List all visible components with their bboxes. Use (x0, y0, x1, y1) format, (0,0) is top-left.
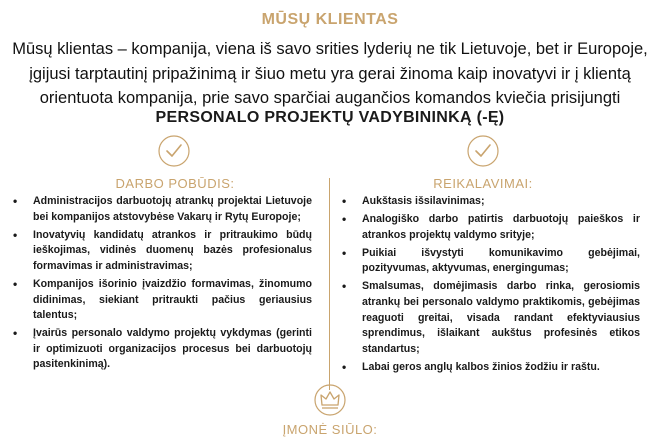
column-title-job-nature: DARBO POBŪDIS: (115, 176, 235, 191)
list-item: • Puikiai išvystyti komunikavimo gebėjimai, pozityvumas, aktyvumas, energingumas; (338, 246, 640, 277)
list-item: • Inovatyvių kandidatų atrankos ir pritraukimo būdų ieškojimas, vidinės duomenų bazės profesionalus formavimas ir administravimas; (9, 228, 312, 275)
intro-paragraph (0, 37, 660, 111)
position-title: PERSONALO PROJEKTŲ VADYBININKĄ (-Ę) (155, 109, 505, 126)
list-item: • Administracijos darbuotojų atrankų projektai Lietuvoje bei kompanijos atstovybėse Vakarų ir Rytų Europoje; (9, 194, 312, 225)
intro-line: įgijusi tarptautinį pripažinimą ir šiuo metu yra gerai žinoma kaip inovatyvi ir į klientą (29, 64, 631, 83)
crown-icon (313, 383, 347, 422)
list-item: • Analogiško darbo patirtis darbuotojų paieškos ir atrankos projektų valdymo srityje; (338, 212, 640, 243)
requirements-list (338, 194, 640, 378)
column-title-company-offers: ĮMONĖ SIŪLO: (282, 422, 378, 437)
list-item: • Įvairūs personalo valdymo projektų vykdymas (gerinti ir optimizuoti organizacijos procesus bei darbuotojų pasitenkinimą). (9, 326, 312, 373)
list-item: • Aukštasis išsilavinimas; (338, 194, 640, 210)
column-title-requirements: REIKALAVIMAI: (433, 176, 533, 191)
list-item: • Smalsumas, domėjimasis darbo rinka, gerosiomis atrankų bei personalo valdymo praktikomis, gebėjimas reaguoti greitai, visada randant efektyviausius sprendimus, išlaikant aukštus profesinės etikos standartus; (338, 279, 640, 357)
section-heading-client: MŪSŲ KLIENTAS (261, 11, 399, 28)
job-duties-list (9, 194, 312, 376)
list-item: • Kompanijos išorinio įvaizdžio formavimas, žinomumo didinimas, siekiant pritraukti pačius geriausius talentus; (9, 277, 312, 324)
intro-line: Mūsų klientas – kompanija, viena iš savo srities lyderių ne tik Lietuvoje, bet ir Europoje, (12, 40, 648, 58)
intro-line: orientuota kompanija, prie savo sparčiai augančios komandos kviečia prisijungti (39, 89, 621, 107)
check-circle-icon (157, 134, 191, 173)
list-item: • Labai geros anglų kalbos žinios žodžiu ir raštu. (338, 360, 640, 376)
column-divider (329, 178, 330, 390)
check-circle-icon (466, 134, 500, 173)
